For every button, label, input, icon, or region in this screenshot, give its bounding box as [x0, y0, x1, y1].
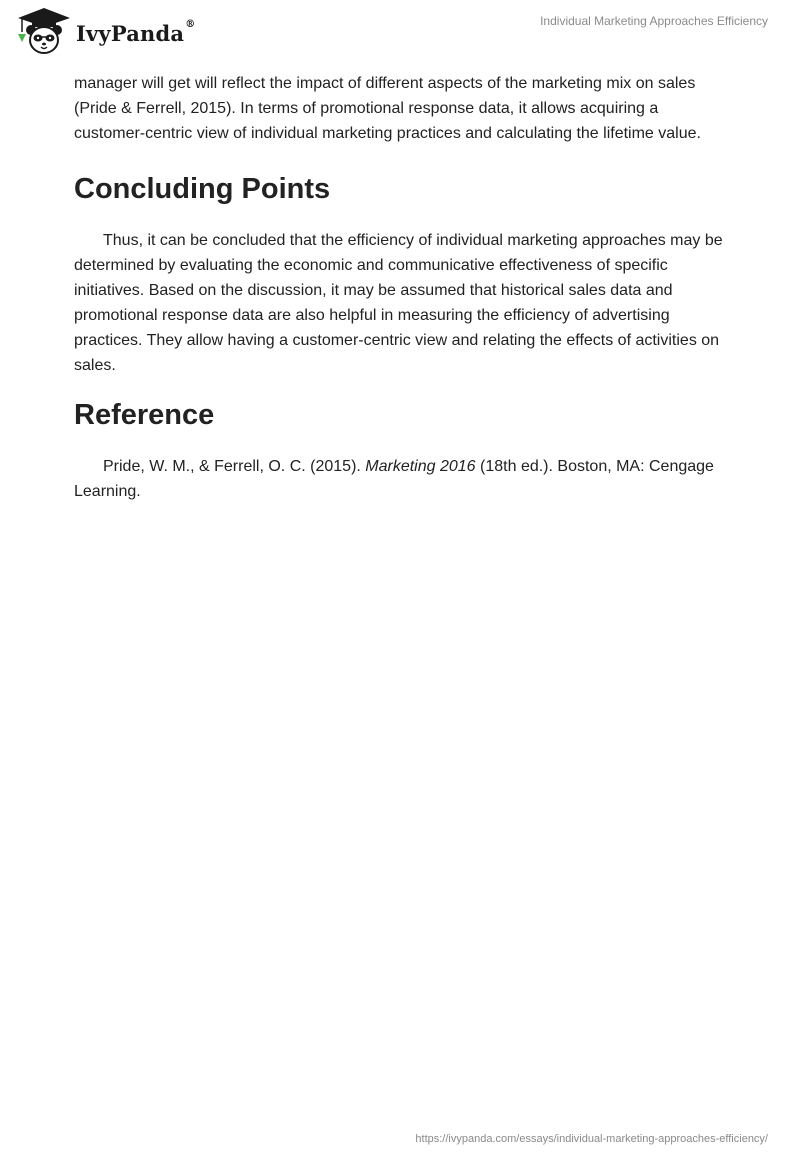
panda-graduate-icon [14, 6, 74, 56]
ivypanda-logo[interactable] [14, 6, 195, 56]
reference-publication: (18th ed.). Boston, MA: Cengage Learning. [74, 458, 714, 500]
registered-mark: ® [185, 18, 196, 30]
conclusion-paragraph: Thus, it can be concluded that the efficiency of individual marketing approaches may be determined by evaluating the economic and communicative effectiveness of specific initiatives. Based on the discussion, it may be assumed that historical sales data and promotional response data are also helpful in measuring the efficiency of advertising practices. They allow having a customer-centric view and relating the effects of activities on sales. [74, 232, 723, 374]
logo-text: IvyPanda® [76, 18, 196, 46]
reference-entry [74, 454, 730, 504]
essay-content [74, 71, 730, 504]
concluding-points-heading: Concluding Points [74, 173, 331, 205]
reference-heading: Reference [74, 399, 215, 431]
reference-authors: Pride, W. M., & Ferrell, O. C. (2015). [103, 458, 366, 475]
source-url-link[interactable]: https://ivypanda.com/essays/individual-marketing-approaches-efficiency/ [415, 1133, 768, 1145]
reference-title: Marketing 2016 [365, 458, 476, 475]
document-title: Individual Marketing Approaches Efficiency [540, 14, 768, 28]
page-header [0, 0, 800, 60]
continued-paragraph: manager will get will reflect the impact of different aspects of the marketing mix on sales (Pride & Ferrell, 2015). In terms of promotional response data, it allows acquiring a customer-centric view of individual marketing practices and calculating the lifetime value. [74, 75, 701, 142]
